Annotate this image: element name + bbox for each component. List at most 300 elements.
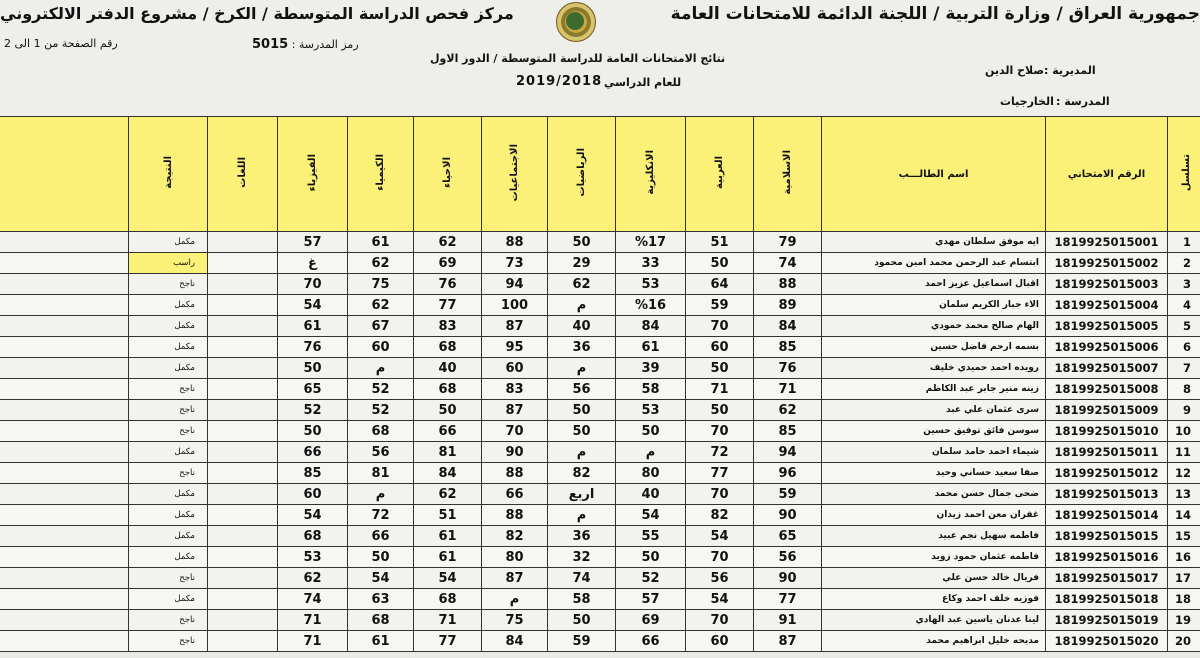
row-languages-cell <box>208 337 278 358</box>
row-score-cell: 77 <box>754 589 822 610</box>
center-title: مركز فحص الدراسة المتوسطة / الكرخ / مشروع الدفتر الالكتروني <box>0 4 514 23</box>
row-score-cell: 68 <box>414 337 482 358</box>
row-result: مكمل <box>129 484 208 505</box>
row-extra-cell <box>0 337 129 358</box>
row-score-cell: م <box>348 484 414 505</box>
row-score-cell: 70 <box>686 484 754 505</box>
row-score-cell: 91 <box>754 610 822 631</box>
row-score-cell: 52 <box>348 379 414 400</box>
row-exam-no: 1819925015019 <box>1046 610 1168 631</box>
row-extra-cell <box>0 379 129 400</box>
row-score-cell: 61 <box>414 547 482 568</box>
row-extra-cell <box>0 316 129 337</box>
row-languages-cell <box>208 589 278 610</box>
row-score-cell: 88 <box>482 232 548 253</box>
row-seq: 11 <box>1168 442 1200 463</box>
row-extra-cell <box>0 358 129 379</box>
ministry-seal-icon <box>556 2 596 42</box>
row-score-cell: 68 <box>414 589 482 610</box>
row-score-cell: 52 <box>278 400 348 421</box>
row-score-cell: 76 <box>414 274 482 295</box>
row-score-cell: 53 <box>616 274 686 295</box>
table-row <box>0 589 1200 610</box>
row-score-cell: غ <box>278 253 348 274</box>
row-score-cell: 84 <box>754 316 822 337</box>
row-seq: 1 <box>1168 232 1200 253</box>
row-seq: 4 <box>1168 295 1200 316</box>
row-student-name: مديحه خليل ابراهيم محمد <box>822 631 1046 652</box>
row-extra-cell <box>0 232 129 253</box>
school-label: المدرسة : <box>1056 95 1110 108</box>
row-score-cell: 59 <box>754 484 822 505</box>
row-score-cell: 56 <box>348 442 414 463</box>
row-score-cell: 50 <box>278 358 348 379</box>
row-score-cell: 70 <box>686 421 754 442</box>
row-score-cell: 70 <box>278 274 348 295</box>
row-result: مكمل <box>129 232 208 253</box>
row-extra-cell <box>0 589 129 610</box>
row-score-cell: 71 <box>686 379 754 400</box>
row-exam-no: 1819925015014 <box>1046 505 1168 526</box>
row-extra-cell <box>0 295 129 316</box>
row-exam-no: 1819925015010 <box>1046 421 1168 442</box>
row-score-cell: 85 <box>754 337 822 358</box>
table-row <box>0 253 1200 274</box>
row-extra-cell <box>0 526 129 547</box>
row-score-cell: 57 <box>616 589 686 610</box>
row-score-cell: 50 <box>548 421 616 442</box>
table-row <box>0 547 1200 568</box>
row-score-cell: اربع <box>548 484 616 505</box>
row-score-cell: 76 <box>278 337 348 358</box>
row-score-cell: 74 <box>548 568 616 589</box>
row-extra-cell <box>0 463 129 484</box>
row-exam-no: 1819925015003 <box>1046 274 1168 295</box>
row-score-cell: 85 <box>278 463 348 484</box>
row-score-cell: 66 <box>616 631 686 652</box>
row-seq: 20 <box>1168 631 1200 652</box>
row-exam-no: 1819925015007 <box>1046 358 1168 379</box>
row-score-cell: 50 <box>616 421 686 442</box>
row-score-cell: 29 <box>548 253 616 274</box>
row-score-cell: 96 <box>754 463 822 484</box>
row-seq: 18 <box>1168 589 1200 610</box>
row-score-cell: 66 <box>278 442 348 463</box>
row-score-cell: م <box>548 358 616 379</box>
table-row <box>0 610 1200 631</box>
row-student-name: صفا سعيد حساني وحيد <box>822 463 1046 484</box>
row-score-cell: 60 <box>278 484 348 505</box>
row-student-name: شيماء احمد حامد سلمان <box>822 442 1046 463</box>
row-score-cell: 84 <box>616 316 686 337</box>
header-subject-7: الكيمياء <box>348 117 414 232</box>
results-table-container <box>0 116 1200 658</box>
row-score-cell: 62 <box>414 232 482 253</box>
row-score-cell: 94 <box>482 274 548 295</box>
row-score-cell: 52 <box>616 568 686 589</box>
table-row <box>0 232 1200 253</box>
results-table <box>0 116 1200 652</box>
row-score-cell: 84 <box>414 463 482 484</box>
row-score-cell: 72 <box>686 442 754 463</box>
row-student-name: رويده احمد حميدي خليف <box>822 358 1046 379</box>
row-extra-cell <box>0 421 129 442</box>
table-row <box>0 379 1200 400</box>
row-score-cell: 62 <box>348 253 414 274</box>
row-score-cell: 88 <box>482 463 548 484</box>
row-score-cell: م <box>548 505 616 526</box>
row-extra-cell <box>0 505 129 526</box>
row-score-cell: 55 <box>616 526 686 547</box>
row-seq: 9 <box>1168 400 1200 421</box>
row-score-cell: 81 <box>348 463 414 484</box>
row-score-cell: 68 <box>414 379 482 400</box>
row-score-cell: 81 <box>414 442 482 463</box>
row-score-cell: 69 <box>414 253 482 274</box>
row-result: مكمل <box>129 442 208 463</box>
row-exam-no: 1819925015004 <box>1046 295 1168 316</box>
row-score-cell: م <box>348 358 414 379</box>
row-score-cell: 87 <box>754 631 822 652</box>
row-seq: 6 <box>1168 337 1200 358</box>
header-seq: تسلسل <box>1168 117 1200 232</box>
table-row <box>0 358 1200 379</box>
row-score-cell: 77 <box>414 631 482 652</box>
row-score-cell: 50 <box>548 610 616 631</box>
row-score-cell: 70 <box>686 547 754 568</box>
row-extra-cell <box>0 610 129 631</box>
academic-year: 2019/2018 <box>516 74 603 89</box>
row-result: ناجح <box>129 463 208 484</box>
row-seq: 3 <box>1168 274 1200 295</box>
row-languages-cell <box>208 442 278 463</box>
header-subject-2: العربية <box>686 117 754 232</box>
table-row <box>0 442 1200 463</box>
row-student-name: ابتسام عبد الرحمن محمد امين محمود <box>822 253 1046 274</box>
row-score-cell: 90 <box>754 505 822 526</box>
row-extra-cell <box>0 253 129 274</box>
row-languages-cell <box>208 274 278 295</box>
row-exam-no: 1819925015002 <box>1046 253 1168 274</box>
row-score-cell: 56 <box>548 379 616 400</box>
row-score-cell: 60 <box>686 631 754 652</box>
year-label: للعام الدراسي <box>604 76 682 89</box>
table-row <box>0 526 1200 547</box>
row-languages-cell <box>208 505 278 526</box>
row-score-cell: 90 <box>754 568 822 589</box>
row-seq: 14 <box>1168 505 1200 526</box>
row-score-cell: 68 <box>278 526 348 547</box>
row-score-cell: 52 <box>348 400 414 421</box>
row-score-cell: 76 <box>754 358 822 379</box>
row-seq: 12 <box>1168 463 1200 484</box>
row-result: ناجح <box>129 400 208 421</box>
row-score-cell: 50 <box>616 547 686 568</box>
row-score-cell: 70 <box>686 610 754 631</box>
row-languages-cell <box>208 484 278 505</box>
row-score-cell: 50 <box>686 400 754 421</box>
row-seq: 13 <box>1168 484 1200 505</box>
row-score-cell: 56 <box>686 568 754 589</box>
row-exam-no: 1819925015020 <box>1046 631 1168 652</box>
row-score-cell: 50 <box>686 358 754 379</box>
row-score-cell: 74 <box>754 253 822 274</box>
row-score-cell: %16 <box>616 295 686 316</box>
row-score-cell: 100 <box>482 295 548 316</box>
table-row <box>0 568 1200 589</box>
row-result: ناجح <box>129 631 208 652</box>
row-languages-cell <box>208 295 278 316</box>
row-seq: 10 <box>1168 421 1200 442</box>
row-score-cell: 51 <box>686 232 754 253</box>
row-score-cell: 90 <box>482 442 548 463</box>
row-student-name: غفران معن احمد زيدان <box>822 505 1046 526</box>
row-score-cell: 87 <box>482 568 548 589</box>
table-header-row <box>0 117 1200 232</box>
row-score-cell: 84 <box>482 631 548 652</box>
row-score-cell: 56 <box>754 547 822 568</box>
row-score-cell: 62 <box>278 568 348 589</box>
row-score-cell: 36 <box>548 337 616 358</box>
row-exam-no: 1819925015005 <box>1046 316 1168 337</box>
row-languages-cell <box>208 253 278 274</box>
table-row <box>0 316 1200 337</box>
row-extra-cell <box>0 484 129 505</box>
row-languages-cell <box>208 379 278 400</box>
row-extra-cell <box>0 547 129 568</box>
table-row <box>0 274 1200 295</box>
row-score-cell: %17 <box>616 232 686 253</box>
row-result: ناجح <box>129 610 208 631</box>
row-student-name: بسمه ارحم فاضل حسين <box>822 337 1046 358</box>
row-exam-no: 1819925015006 <box>1046 337 1168 358</box>
header-subject-4: الرياضيات <box>548 117 616 232</box>
row-score-cell: 75 <box>482 610 548 631</box>
row-seq: 15 <box>1168 526 1200 547</box>
row-score-cell: 80 <box>482 547 548 568</box>
row-score-cell: 54 <box>616 505 686 526</box>
row-score-cell: 61 <box>616 337 686 358</box>
row-score-cell: 60 <box>482 358 548 379</box>
row-exam-no: 1819925015015 <box>1046 526 1168 547</box>
row-score-cell: 71 <box>414 610 482 631</box>
table-row <box>0 484 1200 505</box>
row-score-cell: 70 <box>482 421 548 442</box>
row-score-cell: 70 <box>686 316 754 337</box>
row-score-cell: 54 <box>686 589 754 610</box>
row-score-cell: 83 <box>482 379 548 400</box>
row-score-cell: 50 <box>548 232 616 253</box>
row-score-cell: 54 <box>278 505 348 526</box>
row-result: ناجح <box>129 421 208 442</box>
row-score-cell: 53 <box>278 547 348 568</box>
row-score-cell: 66 <box>414 421 482 442</box>
row-seq: 2 <box>1168 253 1200 274</box>
row-score-cell: 82 <box>548 463 616 484</box>
row-score-cell: 58 <box>548 589 616 610</box>
row-seq: 16 <box>1168 547 1200 568</box>
row-student-name: الاء جبار الكريم سلمان <box>822 295 1046 316</box>
row-exam-no: 1819925015017 <box>1046 568 1168 589</box>
row-seq: 5 <box>1168 316 1200 337</box>
row-seq: 19 <box>1168 610 1200 631</box>
row-score-cell: 67 <box>348 316 414 337</box>
row-score-cell: م <box>548 442 616 463</box>
row-score-cell: 51 <box>414 505 482 526</box>
row-score-cell: 32 <box>548 547 616 568</box>
header-subject-8: الفيزياء <box>278 117 348 232</box>
row-languages-cell <box>208 400 278 421</box>
row-score-cell: 54 <box>348 568 414 589</box>
row-score-cell: 73 <box>482 253 548 274</box>
row-student-name: زينه منير جابر عبد الكاظم <box>822 379 1046 400</box>
row-score-cell: 36 <box>548 526 616 547</box>
row-score-cell: 83 <box>414 316 482 337</box>
row-score-cell: 71 <box>754 379 822 400</box>
row-score-cell: 53 <box>616 400 686 421</box>
row-exam-no: 1819925015016 <box>1046 547 1168 568</box>
ministry-title: جمهورية العراق / وزارة التربية / اللجنة الدائمة للامتحانات العامة <box>670 4 1200 24</box>
row-score-cell: 68 <box>348 421 414 442</box>
row-score-cell: 50 <box>348 547 414 568</box>
row-score-cell: 71 <box>278 610 348 631</box>
header-exam-no: الرقم الامتحاني <box>1046 117 1168 232</box>
row-result: مكمل <box>129 316 208 337</box>
header-result: النتيجة <box>129 117 208 232</box>
row-score-cell: 94 <box>754 442 822 463</box>
row-score-cell: 40 <box>616 484 686 505</box>
row-score-cell: 65 <box>278 379 348 400</box>
row-student-name: فاطمه سهيل نجم عبيد <box>822 526 1046 547</box>
header-subject-5: الاجتماعيات <box>482 117 548 232</box>
row-score-cell: 61 <box>348 631 414 652</box>
row-seq: 17 <box>1168 568 1200 589</box>
header-subject-3: الانكليزية <box>616 117 686 232</box>
row-score-cell: 61 <box>414 526 482 547</box>
row-result: ناجح <box>129 379 208 400</box>
row-score-cell: 60 <box>348 337 414 358</box>
school-value: الخارجيات <box>1000 95 1054 108</box>
directorate-value: صلاح الدين <box>985 64 1045 77</box>
row-student-name: فاطمه عثمان حمود زويد <box>822 547 1046 568</box>
row-score-cell: 82 <box>686 505 754 526</box>
row-score-cell: م <box>482 589 548 610</box>
row-score-cell: 50 <box>278 421 348 442</box>
header-languages: اللغات <box>208 117 278 232</box>
row-score-cell: 39 <box>616 358 686 379</box>
row-student-name: ضحى جمال حسن محمد <box>822 484 1046 505</box>
row-result: مكمل <box>129 526 208 547</box>
row-languages-cell <box>208 316 278 337</box>
row-exam-no: 1819925015011 <box>1046 442 1168 463</box>
row-score-cell: 87 <box>482 400 548 421</box>
row-score-cell: 74 <box>278 589 348 610</box>
row-exam-no: 1819925015001 <box>1046 232 1168 253</box>
row-result: راسب <box>129 253 208 274</box>
row-exam-no: 1819925015013 <box>1046 484 1168 505</box>
row-score-cell: 66 <box>482 484 548 505</box>
row-result: مكمل <box>129 505 208 526</box>
row-score-cell: 66 <box>348 526 414 547</box>
row-score-cell: 50 <box>548 400 616 421</box>
row-score-cell: م <box>548 295 616 316</box>
row-score-cell: 62 <box>414 484 482 505</box>
row-score-cell: 69 <box>616 610 686 631</box>
header-subject-6: الاحياء <box>414 117 482 232</box>
row-extra-cell <box>0 631 129 652</box>
row-score-cell: م <box>616 442 686 463</box>
row-score-cell: 82 <box>482 526 548 547</box>
row-score-cell: 40 <box>414 358 482 379</box>
row-score-cell: 71 <box>278 631 348 652</box>
row-result: مكمل <box>129 547 208 568</box>
table-row <box>0 337 1200 358</box>
row-score-cell: 54 <box>414 568 482 589</box>
table-row <box>0 505 1200 526</box>
row-score-cell: 61 <box>278 316 348 337</box>
row-score-cell: 62 <box>348 295 414 316</box>
row-score-cell: 85 <box>754 421 822 442</box>
row-student-name: ايه موفق سلطان مهدي <box>822 232 1046 253</box>
row-score-cell: 61 <box>348 232 414 253</box>
row-score-cell: 88 <box>482 505 548 526</box>
row-student-name: فوزيه خلف احمد وكاع <box>822 589 1046 610</box>
school-code: رمز المدرسة : 5015 <box>252 37 359 52</box>
document-header <box>0 0 1200 116</box>
row-score-cell: 88 <box>754 274 822 295</box>
row-score-cell: 89 <box>754 295 822 316</box>
row-score-cell: 75 <box>348 274 414 295</box>
row-languages-cell <box>208 358 278 379</box>
row-student-name: لينا عدنان ياسين عبد الهادي <box>822 610 1046 631</box>
row-languages-cell <box>208 547 278 568</box>
row-result: مكمل <box>129 295 208 316</box>
row-student-name: سوسن فائق توفيق حسين <box>822 421 1046 442</box>
row-result: مكمل <box>129 337 208 358</box>
row-result: مكمل <box>129 358 208 379</box>
table-row <box>0 463 1200 484</box>
row-score-cell: 50 <box>414 400 482 421</box>
row-score-cell: 79 <box>754 232 822 253</box>
row-score-cell: 57 <box>278 232 348 253</box>
row-score-cell: 77 <box>686 463 754 484</box>
row-exam-no: 1819925015012 <box>1046 463 1168 484</box>
row-extra-cell <box>0 442 129 463</box>
row-score-cell: 40 <box>548 316 616 337</box>
row-score-cell: 33 <box>616 253 686 274</box>
row-score-cell: 95 <box>482 337 548 358</box>
row-score-cell: 59 <box>548 631 616 652</box>
row-languages-cell <box>208 568 278 589</box>
row-languages-cell <box>208 526 278 547</box>
results-title: نتائج الامتحانات العامة للدراسة المتوسطة / الدور الاول <box>430 52 726 65</box>
row-seq: 8 <box>1168 379 1200 400</box>
table-row <box>0 631 1200 652</box>
row-exam-no: 1819925015018 <box>1046 589 1168 610</box>
row-score-cell: 65 <box>754 526 822 547</box>
row-languages-cell <box>208 421 278 442</box>
table-row <box>0 421 1200 442</box>
row-student-name: فريال خالد حسن علي <box>822 568 1046 589</box>
row-student-name: اقبال اسماعيل عزيز احمد <box>822 274 1046 295</box>
row-score-cell: 58 <box>616 379 686 400</box>
row-score-cell: 68 <box>348 610 414 631</box>
row-languages-cell <box>208 232 278 253</box>
row-score-cell: 72 <box>348 505 414 526</box>
row-extra-cell <box>0 568 129 589</box>
row-languages-cell <box>208 463 278 484</box>
row-exam-no: 1819925015009 <box>1046 400 1168 421</box>
